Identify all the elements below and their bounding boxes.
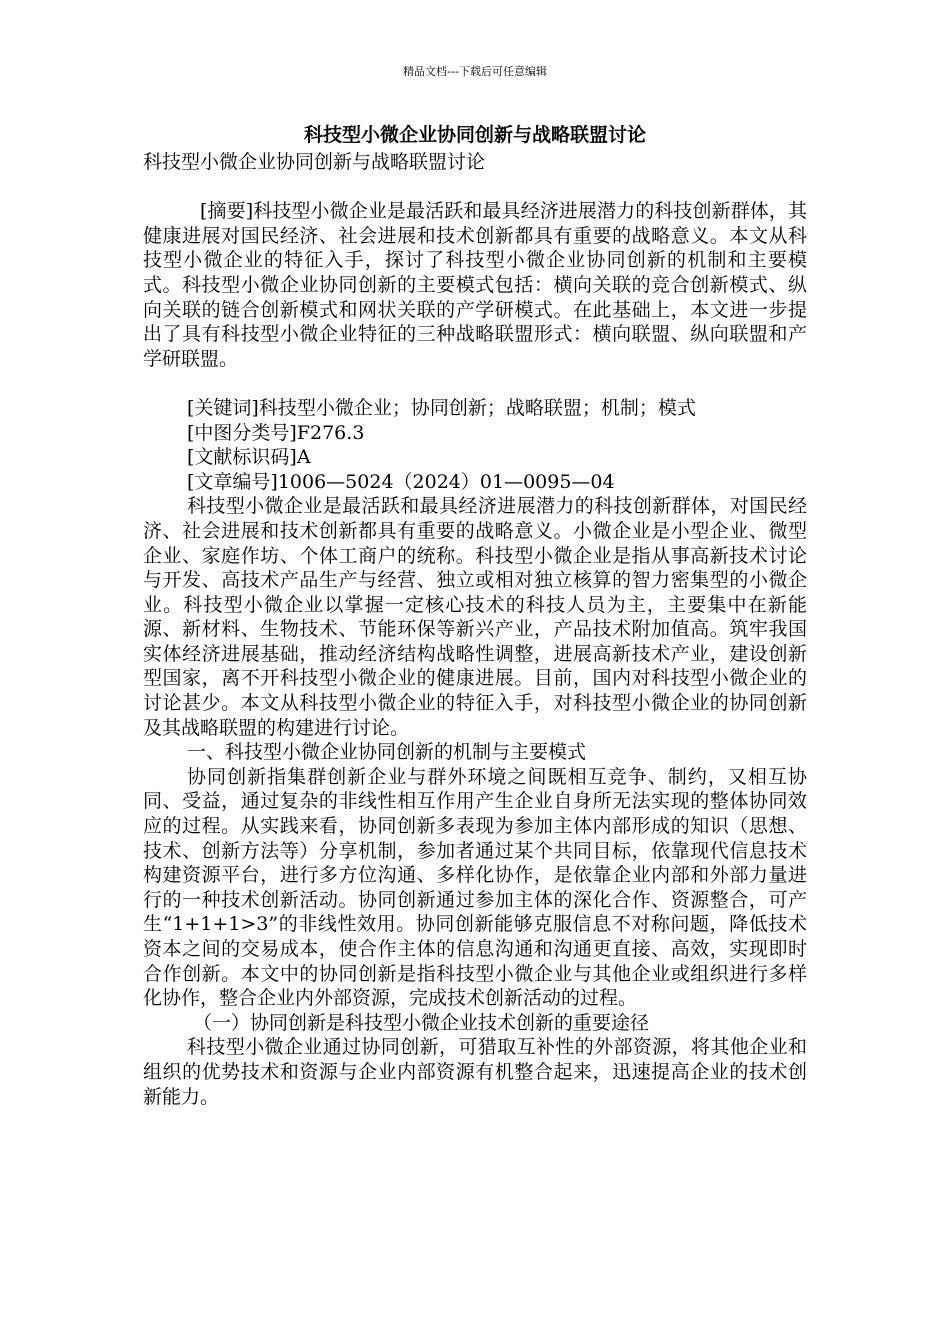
document-body — [143, 150, 807, 1109]
subsection-heading: （一）协同创新是科技型小微企业技术创新的重要途径 — [193, 1011, 650, 1034]
document-code-line: [文献标识码]A — [187, 446, 311, 469]
document-title: 科技型小微企业协同创新与战略联盟讨论 — [303, 124, 646, 146]
body-paragraph: 协同创新指集群创新企业与群外环境之间既相互竞争、制约，又相互协同、受益，通过复杂的非线性相互作用产生企业自身所无法实现的整体协同效应的过程。从实践来看，协同创新多表现为参加主体内部形成的知识（思想、技术、创新方法等）分享机制，参加者通过某个共同目标，依靠现代信息技术构建资源平台，进行多方位沟通、多样化协作，是依靠企业内部和外部力量进行的一种技术创新活动。协同创新通过参加主体的深化合作、资源整合，可产生“1+1+1>3”的非线性效用。协同创新能够克服信息不对称问题，降低技术资本之间的交易成本，使合作主体的信息沟通和沟通更直接、高效，实现即时合作创新。本文中的协同创新是指科技型小微企业与其他企业或组织进行多样化协作，整合企业内外部资源，完成技术创新活动的过程。 — [143, 765, 807, 1010]
body-paragraph: 科技型小微企业通过协同创新，可猎取互补性的外部资源，将其他企业和组织的优势技术和资源与企业内部资源有机整合起来，迅速提高企业的技术创新能力。 — [143, 1036, 807, 1108]
article-number-line: [文章编号]1006—5024（2024）01—0095—04 — [187, 470, 615, 493]
abstract-paragraph: [摘要]科技型小微企业是最活跃和最具经济进展潜力的科技创新群体，其健康进展对国民经济、社会进展和技术创新都具有重要的战略意义。本文从科技型小微企业的特征入手，探讨了科技型小微企业协同创新的机制和主要模式。科技型小微企业协同创新的主要模式包括：横向关联的竞合创新模式、纵向关联的链合创新模式和网状关联的产学研模式。在此基础上，本文进一步提出了具有科技型小微企业特征的三种战略联盟形式：横向联盟、纵向联盟和产学研联盟。 — [143, 200, 807, 370]
classification-line: [中图分类号]F276.3 — [187, 421, 365, 444]
document-subtitle: 科技型小微企业协同创新与战略联盟讨论 — [143, 151, 486, 173]
section-heading: 一、科技型小微企业协同创新的机制与主要模式 — [187, 741, 587, 764]
page-header: 精品文档---下载后可任意编辑 — [403, 65, 547, 78]
body-paragraph: 科技型小微企业是最活跃和最具经济进展潜力的科技创新群体，对国民经济、社会进展和技术创新都具有重要的战略意义。小微企业是小型企业、微型企业、家庭作坊、个体工商户的统称。科技型小微企业是指从事高新技术讨论与开发、高技术产品生产与经营、独立或相对独立核算的智力密集型的小微企业。科技型小微企业以掌握一定核心技术的科技人员为主，主要集中在新能源、新材料、生物技术、节能环保等新兴产业，产品技术附加值高。筑牢我国实体经济进展基础，推动经济结构战略性调整，进展高新技术产业，建设创新型国家，离不开科技型小微企业的健康进展。目前，国内对科技型小微企业的讨论甚少。本文从科技型小微企业的特征入手，对科技型小微企业的协同创新及其战略联盟的构建进行讨论。 — [143, 495, 807, 739]
keywords-line: [关键词]科技型小微企业；协同创新；战略联盟；机制；模式 — [187, 396, 696, 419]
